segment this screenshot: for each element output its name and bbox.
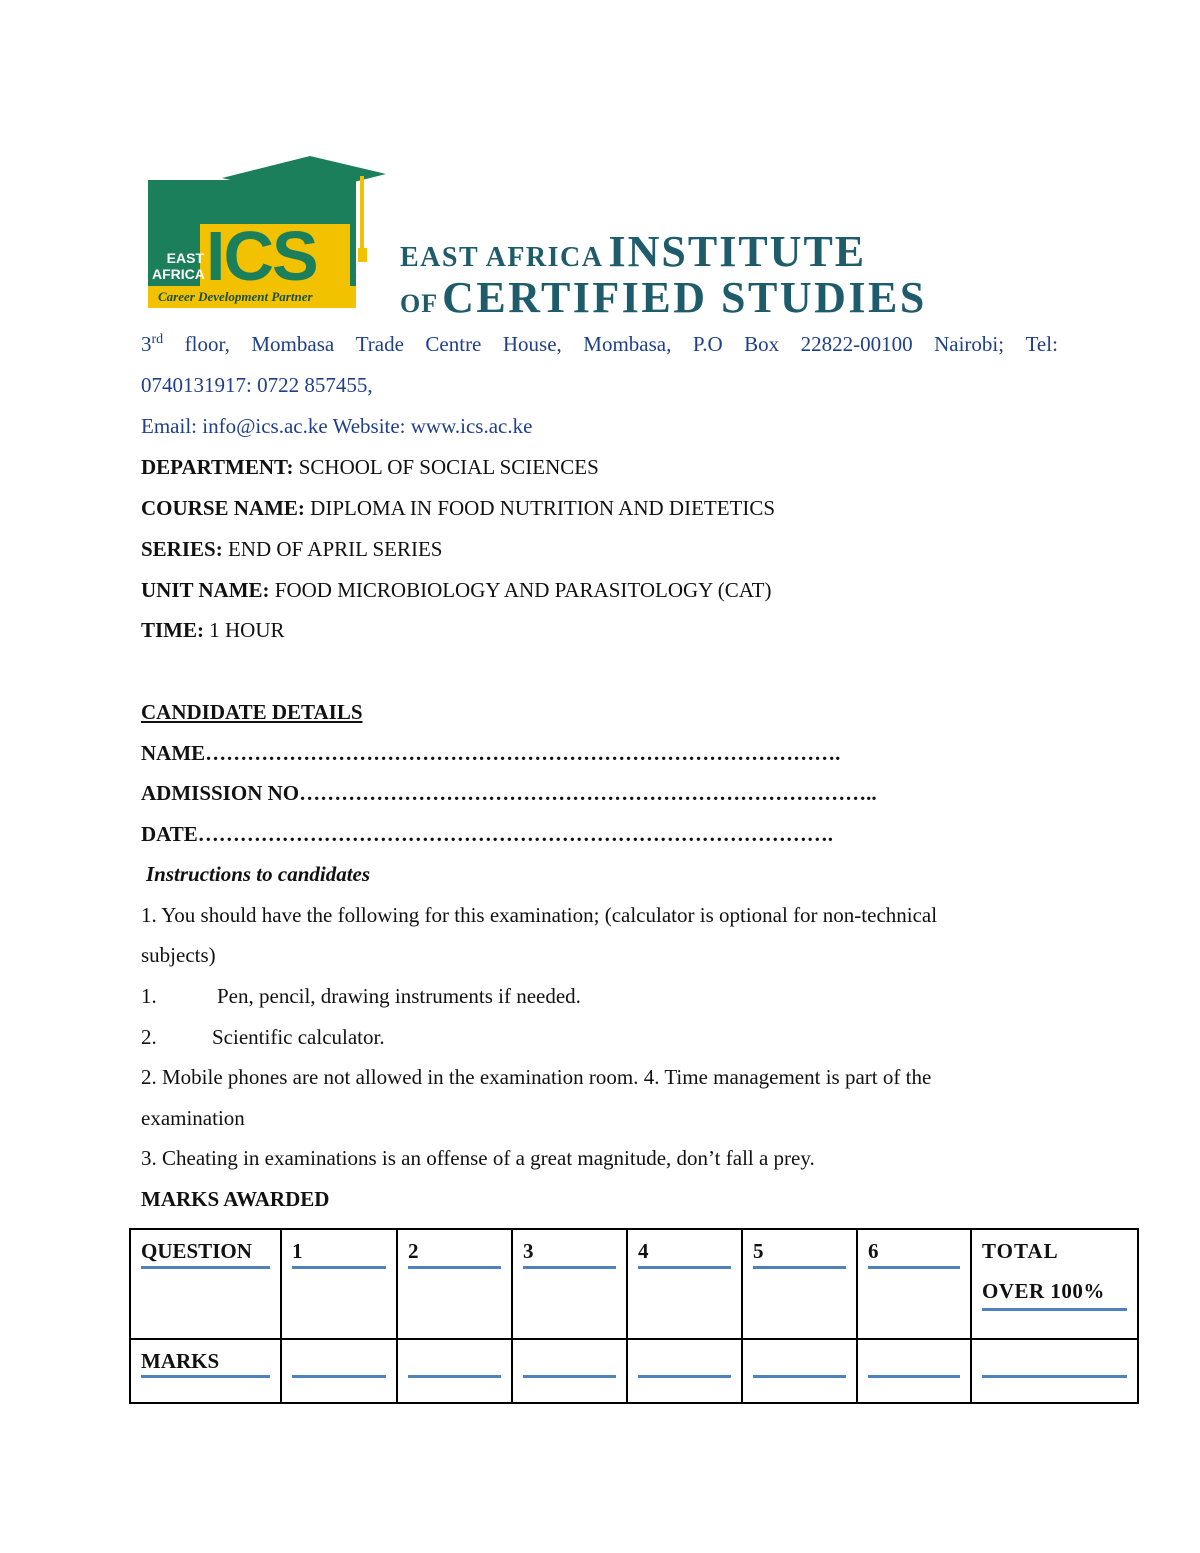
instruction-2: 2. Mobile phones are not allowed in the examination room. 4. Time management is part of the <box>141 1065 932 1089</box>
question-cell: 2 <box>397 1229 512 1339</box>
question-cell: 6 <box>857 1229 971 1339</box>
time-row <box>141 618 285 643</box>
badge-ics-text: ICS <box>206 217 317 295</box>
institute-logo <box>140 150 970 320</box>
address-word: floor, <box>184 332 230 356</box>
address-word: Mombasa <box>251 332 335 356</box>
candidate-details-heading: CANDIDATE DETAILS <box>141 700 363 724</box>
marks-cell[interactable] <box>397 1339 512 1403</box>
address-floor: 3rd <box>141 332 164 356</box>
table-row-question <box>130 1229 1138 1339</box>
time-value: 1 HOUR <box>204 618 285 642</box>
series-value: END OF APRIL SERIES <box>222 537 443 561</box>
marks-cell[interactable] <box>857 1339 971 1403</box>
candidate-admission-field[interactable]: ADMISSION NO……………………………………………………………………….. <box>141 781 877 805</box>
series-row <box>141 537 442 562</box>
table-row-marks <box>130 1339 1138 1403</box>
address-word: Centre <box>425 332 482 356</box>
question-cell: 3 <box>512 1229 627 1339</box>
address-word: Nairobi; <box>934 332 1005 356</box>
department-label: DEPARTMENT: <box>141 455 294 479</box>
logo-title-line2: OF CERTIFIED STUDIES <box>400 273 927 322</box>
course-row <box>141 496 775 521</box>
logo-title-line1: EAST AFRICA INSTITUTE <box>400 227 867 276</box>
address-phone-line: 0740131917: 0722 857455, <box>141 373 373 397</box>
email-website-line: Email: info@ics.ac.ke Website: www.ics.ac.ke <box>141 414 533 438</box>
address-word: Tel: <box>1025 332 1058 356</box>
instruction-2-cont: examination <box>141 1106 245 1130</box>
course-value: DIPLOMA IN FOOD NUTRITION AND DIETETICS <box>304 496 776 520</box>
department-value: SCHOOL OF SOCIAL SCIENCES <box>293 455 599 479</box>
question-label-cell: QUESTION <box>130 1229 281 1339</box>
instruction-1: 1. You should have the following for this examination; (calculator is optional for non-technical <box>141 903 938 927</box>
total-marks-cell[interactable] <box>971 1339 1138 1403</box>
badge-east-africa: EAST AFRICA <box>152 250 205 282</box>
address-word: 22822-00100 <box>800 332 913 356</box>
instruction-1-cont: subjects) <box>141 943 216 967</box>
address-word: Mombasa, <box>583 332 672 356</box>
unit-row <box>141 578 771 603</box>
marks-cell[interactable] <box>742 1339 857 1403</box>
instructions-heading: Instructions to candidates <box>146 862 371 886</box>
candidate-date-field[interactable]: DATE………………………………………………………………………………. <box>141 822 834 846</box>
time-label: TIME: <box>141 618 204 642</box>
marks-cell[interactable] <box>281 1339 397 1403</box>
instruction-3: 3. Cheating in examinations is an offense of a great magnitude, don’t fall a prey. <box>141 1146 815 1170</box>
candidate-name-field[interactable]: NAME………………………………………………………………………………. <box>141 741 841 765</box>
marks-table <box>129 1228 1139 1404</box>
total-label-cell: TOTAL OVER 100% <box>971 1229 1138 1339</box>
address-word: Trade <box>355 332 404 356</box>
address-word: House, <box>502 332 562 356</box>
unit-label: UNIT NAME: <box>141 578 270 602</box>
marks-label-cell: MARKS <box>130 1339 281 1403</box>
address-word: P.O <box>692 332 723 356</box>
question-cell: 1 <box>281 1229 397 1339</box>
instruction-sub-1: 1. Pen, pencil, drawing instruments if needed. <box>141 984 581 1008</box>
series-label: SERIES: <box>141 537 223 561</box>
underline <box>141 1266 270 1269</box>
department-row <box>141 455 599 480</box>
unit-value: FOOD MICROBIOLOGY AND PARASITOLOGY (CAT) <box>269 578 772 602</box>
badge-tagline: Career Development Partner <box>158 289 313 304</box>
address-line-1 <box>141 332 1058 357</box>
instruction-sub-2: 2. Scientific calculator. <box>141 1025 385 1049</box>
marks-cell[interactable] <box>512 1339 627 1403</box>
course-label: COURSE NAME: <box>141 496 305 520</box>
marks-cell[interactable] <box>627 1339 742 1403</box>
address-word: Box <box>744 332 780 356</box>
question-cell: 4 <box>627 1229 742 1339</box>
marks-awarded-heading: MARKS AWARDED <box>141 1187 330 1211</box>
question-cell: 5 <box>742 1229 857 1339</box>
